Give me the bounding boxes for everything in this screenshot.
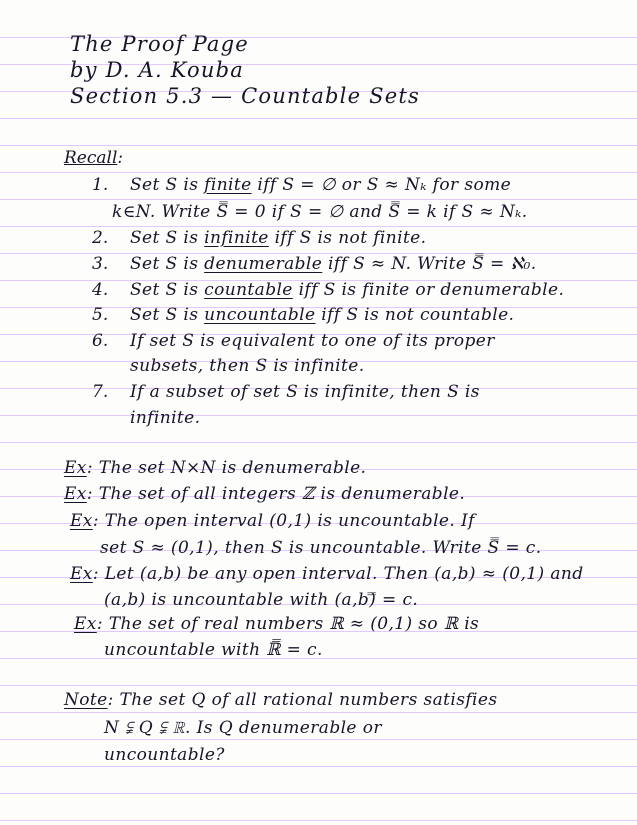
example-continuation: (a,b) is uncountable with (a,b)̿ = c. [104, 590, 419, 610]
list-item [130, 175, 511, 195]
item-text-post: iff S is not countable. [315, 305, 515, 325]
recall-heading [64, 148, 123, 168]
list-item-continuation: k∈N. Write S̿ = 0 if S = ∅ and S̿ = k if S ≈ Nₖ. [112, 202, 528, 222]
recall-colon: : [117, 148, 124, 168]
example-text: : The set N×N is denumerable. [86, 458, 367, 478]
recall-label: Recall [64, 148, 118, 168]
example-text: : The set of all integers ℤ is denumerable. [86, 484, 466, 504]
example-text: : The set of real numbers ℝ ≈ (0,1) so ℝ is [96, 614, 480, 634]
item-term: denumerable [204, 254, 323, 274]
note-continuation: uncountable? [104, 745, 225, 765]
list-item: If set S is equivalent to one of its proper [130, 331, 495, 351]
note-label: Note [64, 690, 108, 710]
item-text-post: iff S = ∅ or S ≈ Nₖ for some [251, 175, 512, 195]
item-term: uncountable [204, 305, 316, 325]
example-label: Ex [74, 614, 97, 634]
list-item-number: 4. [92, 280, 109, 300]
example [70, 564, 583, 584]
list-item-number: 7. [92, 382, 109, 402]
list-item-number: 5. [92, 305, 109, 325]
list-item-number: 2. [92, 228, 109, 248]
list-item: If a subset of set S is infinite, then S is [130, 382, 480, 402]
example-label: Ex [64, 484, 87, 504]
item-text-post: iff S is not finite. [268, 228, 427, 248]
item-text-post: iff S ≈ N. Write S̿ = ℵ₀. [322, 254, 537, 274]
item-text-pre: Set S is [130, 305, 205, 325]
note-text: : The set Q of all rational numbers satisfies [107, 690, 498, 710]
item-text-pre: Set S is [130, 254, 205, 274]
example-label: Ex [70, 511, 93, 531]
example-text: : Let (a,b) be any open interval. Then (a,b) ≈ (0,1) and [92, 564, 584, 584]
item-term: finite [204, 175, 252, 195]
item-text-pre: Set S is [130, 175, 205, 195]
item-text-pre: Set S is [130, 280, 205, 300]
author-line: by D. A. Kouba [70, 58, 244, 82]
example [64, 458, 366, 478]
list-item [130, 305, 514, 325]
list-item-number: 1. [92, 175, 109, 195]
page-title: The Proof Page [70, 32, 249, 56]
list-item-continuation: subsets, then S is infinite. [130, 356, 365, 376]
note-continuation: N ⫋ Q ⫋ ℝ. Is Q denumerable or [104, 718, 382, 738]
example-continuation: set S ≈ (0,1), then S is uncountable. Write S̿ = c. [100, 538, 542, 558]
item-term: infinite [204, 228, 269, 248]
list-item [130, 228, 426, 248]
example [64, 484, 465, 504]
list-item-continuation: infinite. [130, 408, 201, 428]
list-item [130, 254, 537, 274]
item-text-post: iff S is finite or denumerable. [292, 280, 565, 300]
example [70, 511, 475, 531]
example-continuation: uncountable with ℝ̿ = c. [104, 640, 323, 660]
example-label: Ex [70, 564, 93, 584]
example-text: : The open interval (0,1) is uncountable. If [92, 511, 475, 531]
list-item-number: 6. [92, 331, 109, 351]
example [74, 614, 479, 634]
list-item-number: 3. [92, 254, 109, 274]
list-item [130, 280, 564, 300]
note [64, 690, 497, 710]
example-label: Ex [64, 458, 87, 478]
section-title: Section 5.3 — Countable Sets [70, 84, 420, 108]
item-text-pre: Set S is [130, 228, 205, 248]
item-term: countable [204, 280, 293, 300]
